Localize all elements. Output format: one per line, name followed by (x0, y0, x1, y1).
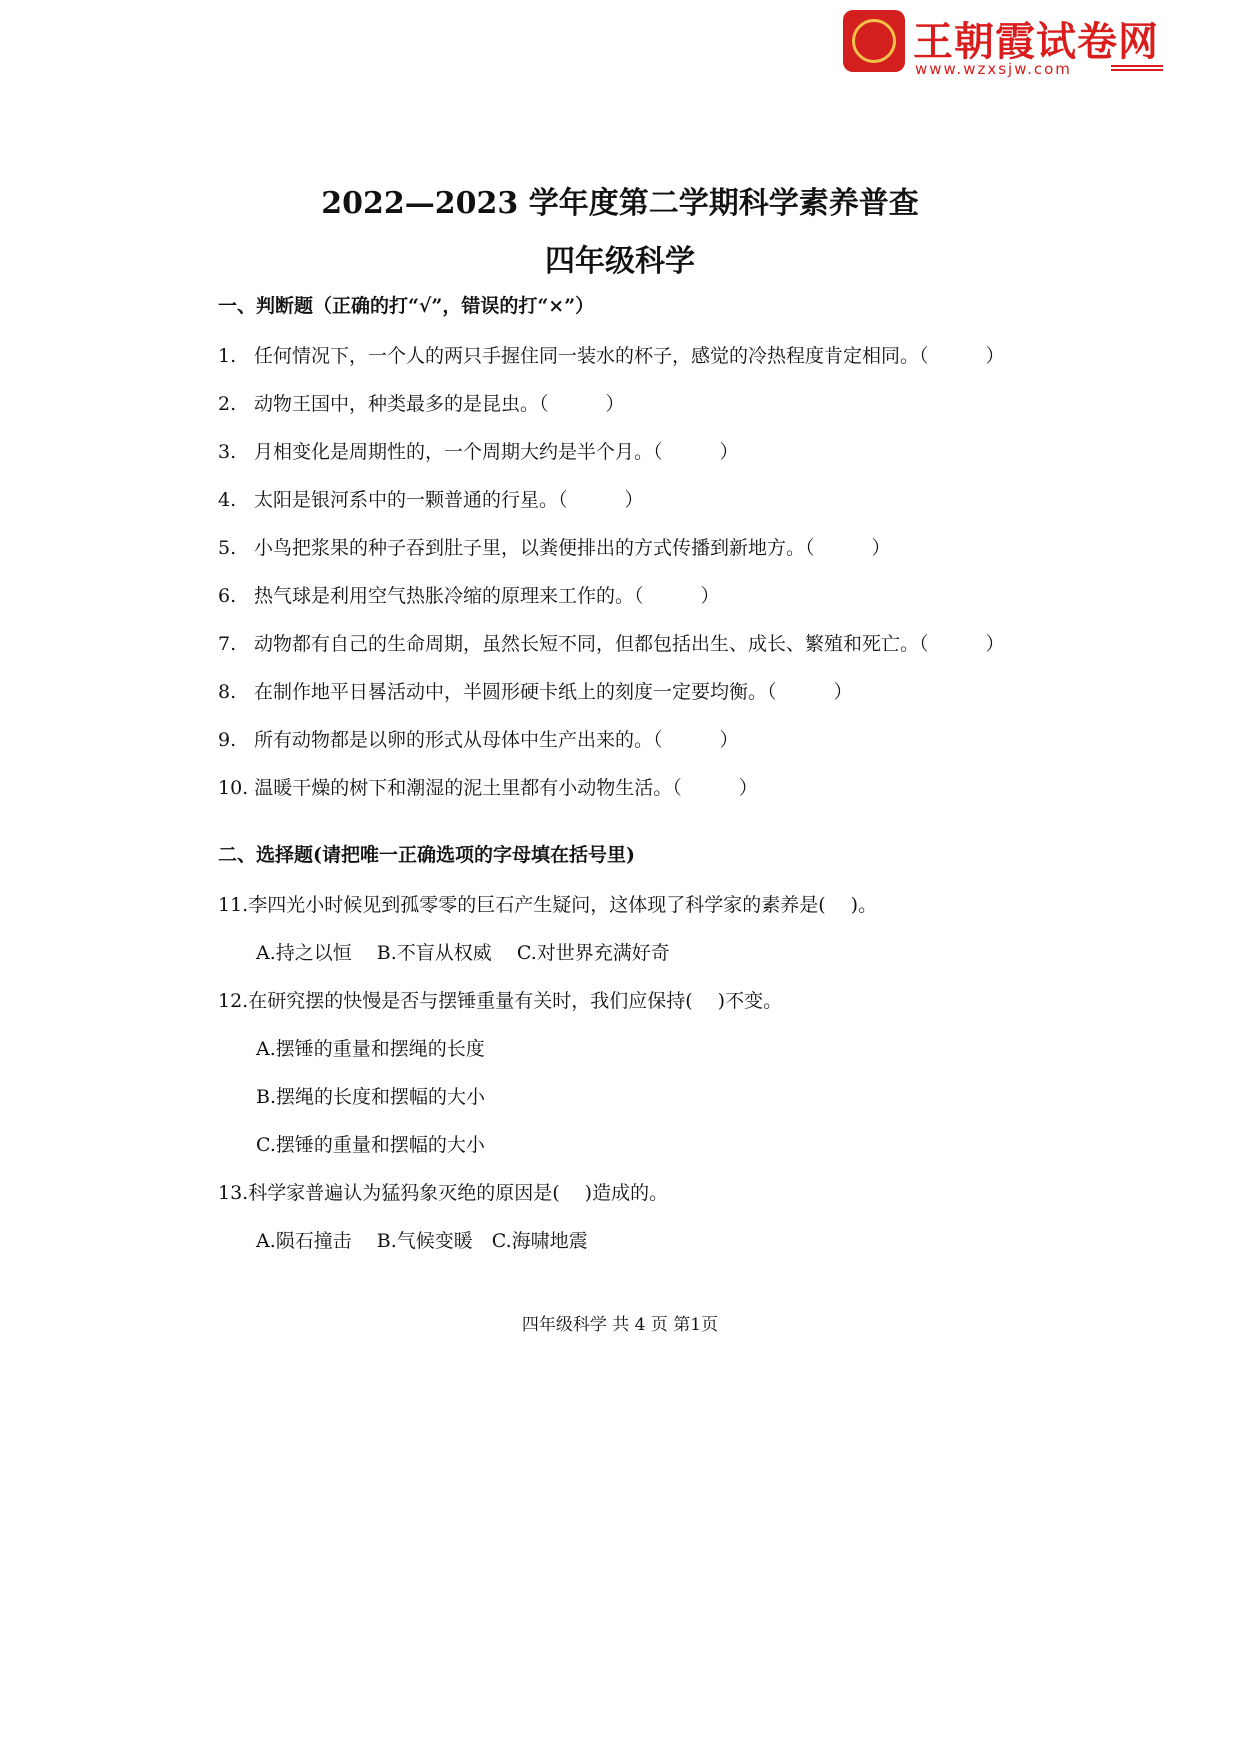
question-12-option-a: A.摆锤的重量和摆绳的长度 (256, 1038, 485, 1060)
question-text: 所有动物都是以卵的形式从母体中生产出来的。（ ） (254, 729, 739, 751)
question-number: 4. (218, 489, 237, 511)
question-8 (218, 677, 853, 704)
question-text: 月相变化是周期性的，一个周期大约是半个月。（ ） (254, 441, 739, 463)
question-9 (218, 725, 739, 752)
question-12: 12.在研究摆的快慢是否与摆锤重量有关时，我们应保持( )不变。 (218, 990, 783, 1012)
question-text: 任何情况下，一个人的两只手握住同一装水的杯子，感觉的冷热程度肯定相同。（ ） (254, 345, 1005, 367)
question-number: 8. (218, 681, 237, 703)
question-7 (218, 629, 1005, 656)
question-text: 太阳是银河系中的一颗普通的行星。（ ） (254, 489, 644, 511)
question-text: 在制作地平日晷活动中，半圆形硬卡纸上的刻度一定要均衡。（ ） (254, 681, 853, 703)
question-number: 7. (218, 633, 237, 655)
logo-url: www.wzxsjw.com (915, 60, 1072, 78)
logo-seal-icon (843, 10, 905, 72)
question-13-options: A.陨石撞击 B.气候变暖 C.海啸地震 (256, 1230, 588, 1252)
question-text: 热气球是利用空气热胀冷缩的原理来工作的。（ ） (254, 585, 720, 607)
question-2 (218, 389, 625, 416)
question-number: 10. (218, 777, 249, 799)
question-4 (218, 485, 644, 512)
site-logo (843, 10, 1163, 78)
question-1 (218, 341, 1005, 368)
exam-title: 2022—2023 学年度第二学期科学素养普查 (321, 186, 919, 221)
section2-heading: 二、选择题(请把唯一正确选项的字母填在括号里) (218, 844, 635, 866)
question-3 (218, 437, 739, 464)
exam-subtitle: 四年级科学 (545, 244, 695, 279)
logo-lines (1111, 65, 1163, 73)
question-number: 1. (218, 345, 237, 367)
question-text: 温暖干燥的树下和潮湿的泥土里都有小动物生活。（ ） (254, 777, 758, 799)
question-number: 3. (218, 441, 237, 463)
logo-name: 王朝霞试卷网 (913, 19, 1159, 65)
question-13: 13.科学家普遍认为猛犸象灭绝的原因是( )造成的。 (218, 1182, 669, 1204)
question-number: 2. (218, 393, 237, 415)
question-12-option-b: B.摆绳的长度和摆幅的大小 (256, 1086, 486, 1108)
question-10 (218, 773, 758, 800)
question-11: 11.李四光小时候见到孤零零的巨石产生疑问，这体现了科学家的素养是( )。 (218, 894, 878, 916)
question-text: 动物都有自己的生命周期，虽然长短不同，但都包括出生、成长、繁殖和死亡。（ ） (254, 633, 1005, 655)
question-12-option-c: C.摆锤的重量和摆幅的大小 (256, 1134, 485, 1156)
question-number: 5. (218, 537, 237, 559)
section1-heading: 一、判断题（正确的打“√”，错误的打“×”） (218, 295, 595, 317)
question-11-options: A.持之以恒 B.不盲从权威 C.对世界充满好奇 (256, 942, 670, 964)
page-footer: 四年级科学 共 4 页 第1页 (521, 1315, 719, 1335)
question-6 (218, 581, 720, 608)
question-number: 6. (218, 585, 237, 607)
question-5 (218, 533, 891, 560)
question-text: 小鸟把浆果的种子吞到肚子里，以粪便排出的方式传播到新地方。（ ） (254, 537, 891, 559)
question-text: 动物王国中，种类最多的是昆虫。（ ） (254, 393, 625, 415)
question-number: 9. (218, 729, 237, 751)
